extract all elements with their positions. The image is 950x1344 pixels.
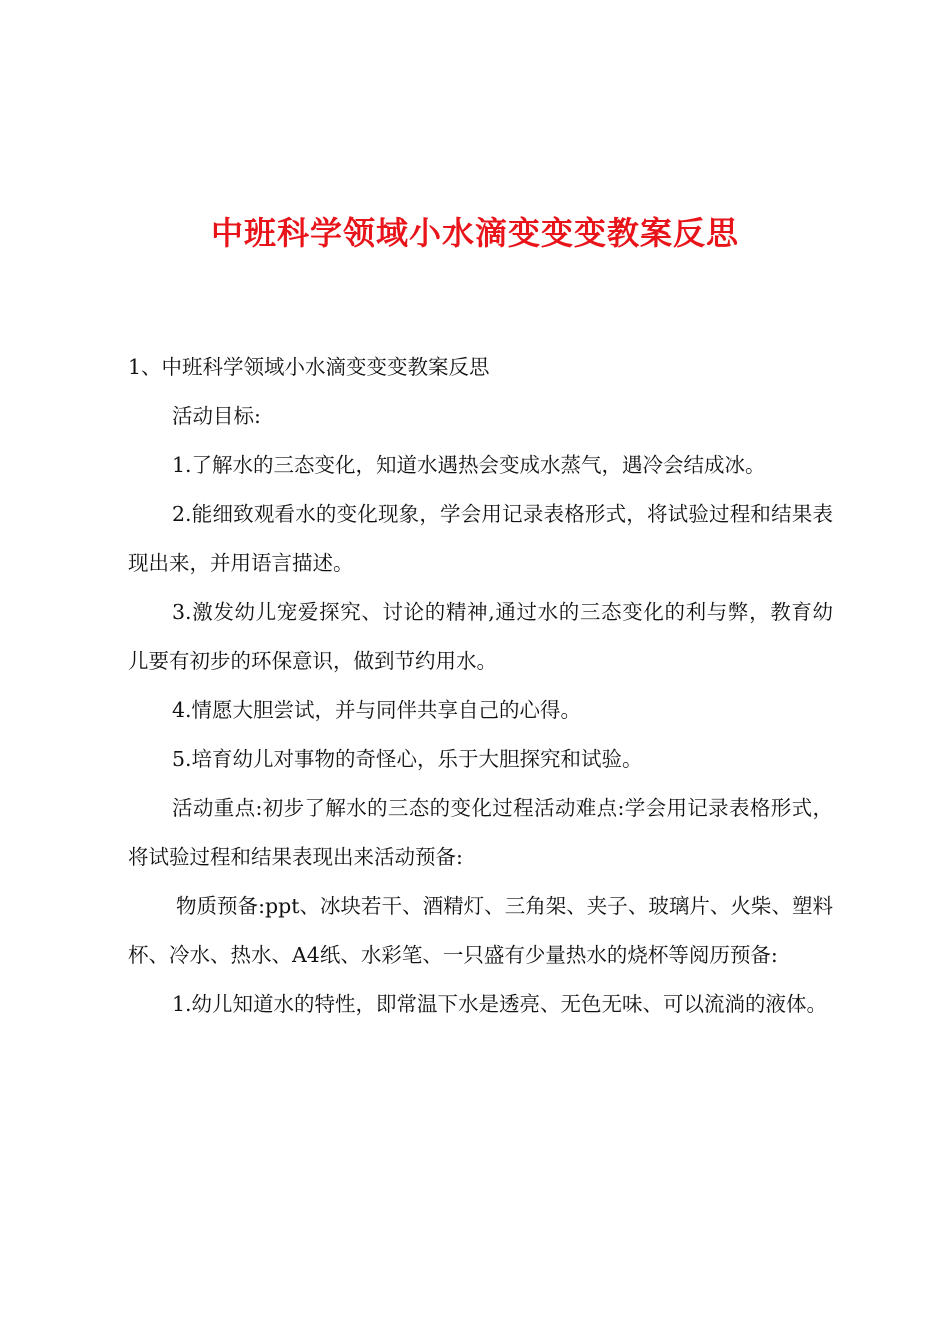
document-title: 中班科学领域小水滴变变变教案反思: [210, 214, 739, 252]
paragraph-goal-1: 1.了解水的三态变化，知道水遇热会变成水蒸气，遇冷会结成冰。: [172, 453, 766, 477]
paragraph-goal-4: 4.情愿大胆尝试，并与同伴共享自己的心得。: [172, 698, 582, 722]
paragraph-goal-2: 2.能细致观看水的变化现象，学会用记录表格形式，将试验过程和结果表现出来，并用语言描述。: [128, 502, 833, 575]
paragraph-goals-heading: 活动目标:: [172, 404, 261, 428]
paragraph-goal-3: 3.激发幼儿宠爱探究、讨论的精神,通过水的三态变化的利与弊，教育幼儿要有初步的环保意识，做到节约用水。: [128, 600, 833, 673]
document-body: [128, 343, 833, 1029]
section-heading: 1、中班科学领域小水滴变变变教案反思: [128, 355, 490, 379]
paragraph-key-points: 活动重点:初步了解水的三态的变化过程活动难点:学会用记录表格形式，将试验过程和结果表现出来活动预备:: [128, 796, 833, 869]
paragraph-goal-5: 5.培育幼儿对事物的奇怪心，乐于大胆探究和试验。: [172, 747, 643, 771]
paragraph-materials: 物质预备:ppt、冰块若干、酒精灯、三角架、夹子、玻璃片、火柴、塑料杯、冷水、热水、A4纸、水彩笔、一只盛有少量热水的烧杯等阅历预备:: [128, 894, 833, 967]
paragraph-experience-1: 1.幼儿知道水的特性，即常温下水是透亮、无色无味、可以流淌的液体。: [172, 992, 828, 1016]
